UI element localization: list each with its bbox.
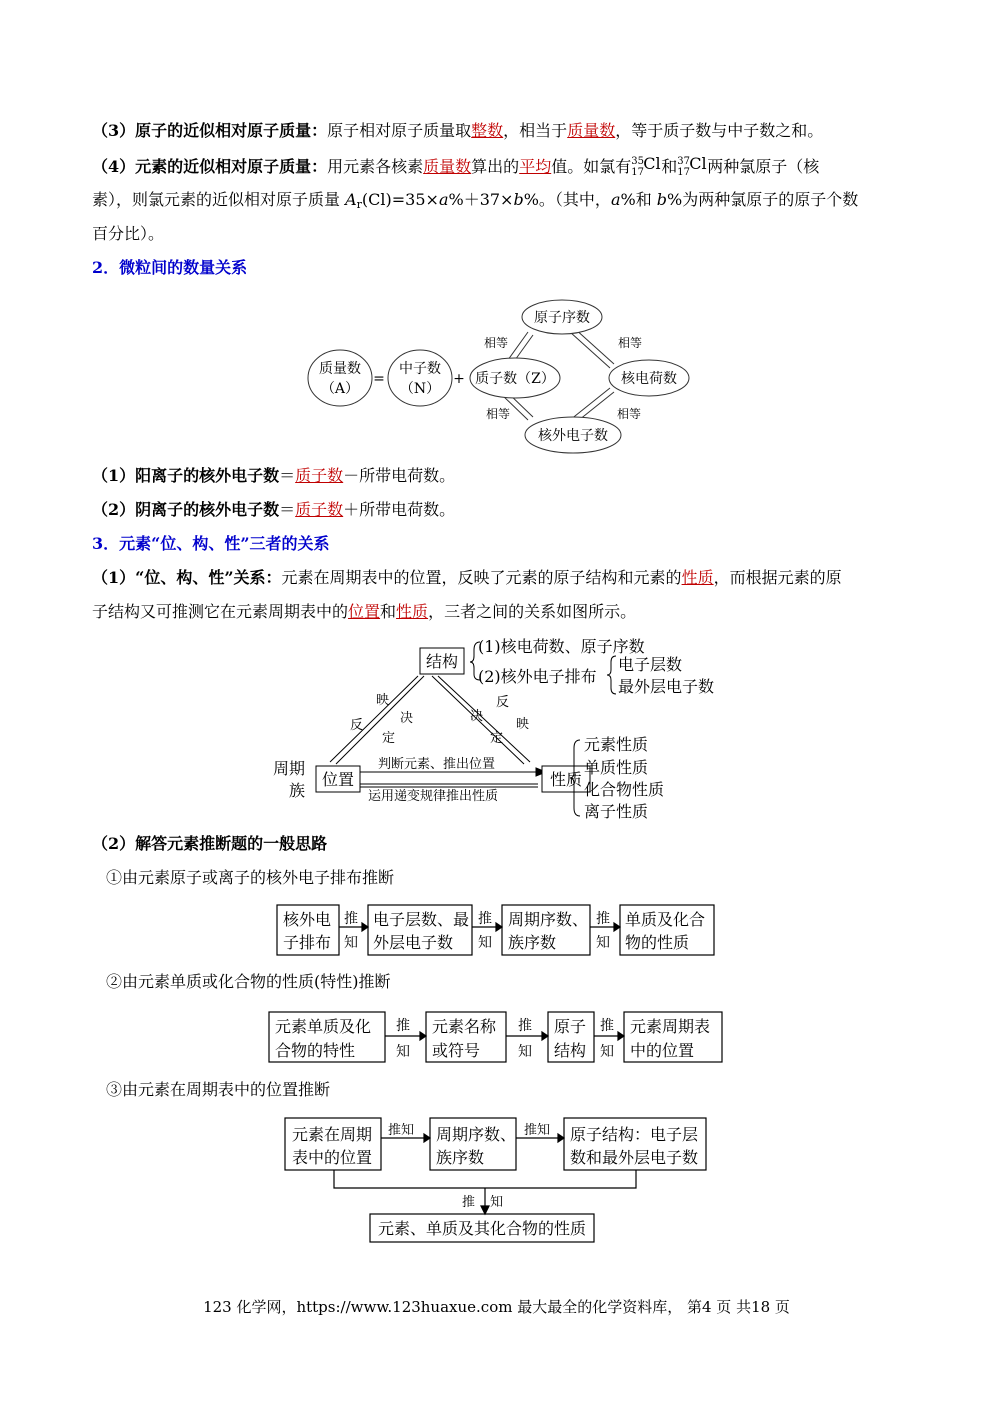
f2-b1-l1: 元素单质及化 — [275, 1017, 372, 1036]
relation-line1 — [92, 566, 842, 590]
cation-t1: ＝ — [279, 466, 296, 485]
item-4-t4: 和 — [661, 157, 678, 176]
f2-a2-t: 推 — [518, 1018, 532, 1034]
relation-u1: 性质 — [681, 568, 714, 587]
var-a2: a — [610, 190, 621, 209]
position-structure-property-diagram — [268, 632, 728, 824]
left-ding: 定 — [382, 731, 396, 746]
position-label: 位置 — [322, 770, 355, 789]
f2-b4-l2: 中的位置 — [630, 1041, 695, 1060]
period-label: 周期 — [273, 759, 306, 778]
item-4-t3: 值。如氯有 — [551, 157, 632, 176]
particle-relationship-diagram — [300, 296, 700, 456]
item-4-l2f: %。（其中， — [523, 190, 611, 209]
item-4-u1: 质量数 — [423, 157, 472, 176]
f2-b4-l1: 元素周期表 — [630, 1017, 711, 1036]
f1-a1-b: 知 — [344, 935, 358, 951]
f2-b2-l2: 或符号 — [432, 1041, 481, 1060]
relation-l2u1: 位置 — [348, 602, 381, 621]
left-fan: 反 — [350, 718, 364, 733]
f3-b4: 元素、单质及其化合物的性质 — [378, 1219, 587, 1238]
equal-tl: 相等 — [483, 336, 509, 350]
var-a: a — [438, 190, 449, 209]
eq-sign: = — [373, 371, 385, 387]
isotope-cl35: 35 17 Cl — [631, 154, 661, 178]
f3-b1-l1: 元素在周期 — [292, 1125, 373, 1144]
f1-a3-b: 知 — [596, 935, 610, 951]
relation-l2u2: 性质 — [396, 602, 429, 621]
isotope-cl37: 37 17 Cl — [677, 154, 707, 178]
flow2-title: ②由元素单质或化合物的性质(特性)推断 — [106, 972, 391, 991]
relation-l2c: ，三者之间的关系如图所示。 — [428, 602, 637, 621]
anion-t2: ＋所带电荷数。 — [343, 500, 456, 519]
right-ying: 映 — [516, 717, 530, 732]
f2-a3-b: 知 — [600, 1044, 614, 1060]
proton-label: 质子数（Z） — [475, 371, 555, 387]
relation-t1: 元素在周期表中的位置，反映了元素的原子结构和元素的 — [281, 568, 682, 587]
f3-a2: 推知 — [524, 1123, 551, 1138]
f1-a1-t: 推 — [344, 911, 358, 927]
prop-p1: 元素性质 — [584, 735, 649, 754]
f1-b2-l1: 电子层数、最 — [373, 910, 470, 929]
f3-b2-l1: 周期序数、 — [436, 1125, 517, 1144]
item-4-l2d: %＋37× — [448, 190, 514, 209]
item-3-u2: 质量数 — [567, 121, 616, 140]
right-fan: 反 — [496, 695, 510, 710]
flow1-diagram — [276, 903, 718, 959]
electrons-label: 核外电子数 — [538, 428, 608, 444]
f1-a2-b: 知 — [478, 935, 492, 951]
item-3-t2: ，相当于 — [503, 121, 568, 140]
cation-item — [92, 464, 455, 488]
prop-p4: 离子性质 — [584, 802, 649, 821]
arrow-top-label: 判断元素、推出位置 — [378, 757, 496, 772]
item-4-line3: 百分比）。 — [92, 224, 165, 243]
f1-b1-l2: 子排布 — [283, 933, 332, 952]
item-4-t5: 两种氯原子（核 — [707, 157, 820, 176]
f1-b2-l2: 外层电子数 — [373, 933, 454, 952]
relation-label: （1）“位、构、性”关系： — [92, 568, 282, 587]
struct-s2b: 最外层电子数 — [618, 677, 715, 696]
atomic-num-label: 原子序数 — [534, 310, 590, 326]
plus-sign: + — [453, 371, 465, 387]
left-ying: 映 — [376, 693, 390, 708]
neutron-number-ellipse — [388, 350, 452, 406]
item-3-u1: 整数 — [471, 121, 504, 140]
left-jue: 决 — [400, 711, 414, 726]
item-3 — [92, 119, 823, 143]
f3-a1: 推知 — [388, 1123, 415, 1138]
equal-bl: 相等 — [485, 407, 511, 421]
neutron-top: 中子数 — [399, 361, 441, 377]
relation-l2b: 和 — [380, 602, 397, 621]
f1-b3-l1: 周期序数、 — [508, 910, 589, 929]
f3-down-r: 知 — [490, 1195, 504, 1210]
f2-b3-l2: 结构 — [554, 1041, 587, 1060]
item-4-u2: 平均 — [519, 157, 552, 176]
struct-s2a: 电子层数 — [618, 655, 683, 674]
cation-label: （1）阳离子的核外电子数 — [92, 466, 280, 485]
f2-b1-l2: 合物的特性 — [275, 1041, 356, 1060]
right-ding: 定 — [490, 731, 504, 746]
f2-a3-t: 推 — [600, 1018, 614, 1034]
item-2-heading: （2）解答元素推断题的一般思路 — [92, 834, 328, 853]
nuclear-charge-label: 核电荷数 — [621, 371, 677, 387]
f3-b2-l2: 族序数 — [436, 1148, 485, 1167]
var-b2: b — [656, 190, 668, 209]
structure-label: 结构 — [426, 652, 459, 671]
item-3-t3: ，等于质子数与中子数之和。 — [615, 121, 824, 140]
prop-p2: 单质性质 — [584, 758, 649, 777]
item-4-l2j: %为两种氯原子的原子个数 — [667, 190, 859, 209]
item-4-t2: 算出的 — [471, 157, 520, 176]
neutron-bot: （N） — [399, 381, 441, 397]
f2-a2-b: 知 — [518, 1044, 532, 1060]
anion-label: （2）阴离子的核外电子数 — [92, 500, 280, 519]
f3-b3-l2: 数和最外层电子数 — [570, 1148, 699, 1167]
anion-t1: ＝ — [279, 500, 296, 519]
item-4-label: （4）元素的近似相对原子质量： — [92, 157, 328, 176]
heading-3: 3．元素“位、构、性”三者的关系 — [92, 534, 330, 553]
f1-a3-t: 推 — [596, 911, 610, 927]
struct-s2: (2)核外电子排布 — [478, 667, 597, 686]
flow2-diagram — [268, 1010, 726, 1066]
f2-a1-t: 推 — [396, 1018, 410, 1034]
arrow-bot-label: 运用递变规律推出性质 — [368, 789, 499, 804]
mass-bot: （A） — [320, 381, 360, 397]
heading-2: 2．微粒间的数量关系 — [92, 258, 248, 277]
item-4-l2h: %和 — [620, 190, 657, 209]
ar-symbol: A — [345, 190, 357, 209]
flow3-title: ③由元素在周期表中的位置推断 — [106, 1080, 331, 1099]
right-jue: 决 — [470, 709, 484, 724]
item-3-t1: 原子相对原子质量取 — [327, 121, 472, 140]
f1-b3-l2: 族序数 — [508, 933, 557, 952]
item-4-l2b: (Cl)=35× — [361, 190, 439, 209]
f3-down-l: 推 — [462, 1195, 476, 1210]
anion-u1: 质子数 — [295, 500, 344, 519]
flow3-diagram — [284, 1116, 710, 1246]
anion-item — [92, 498, 455, 522]
cation-u1: 质子数 — [295, 466, 344, 485]
item-4-l2a: 素），则氯元素的近似相对原子质量 — [92, 190, 346, 209]
mass-top: 质量数 — [319, 361, 361, 377]
item-4-line2 — [92, 188, 858, 217]
f2-b3-l1: 原子 — [554, 1017, 587, 1036]
page-footer: 123 化学网，https://www.123huaxue.com 最大最全的化学资料库， 第4 页 共18 页 — [203, 1298, 790, 1316]
f1-a2-t: 推 — [478, 911, 492, 927]
item-4-line1 — [92, 154, 819, 179]
var-b: b — [513, 190, 524, 209]
f1-b4-l1: 单质及化合 — [625, 910, 706, 929]
flow1-title: ①由元素原子或离子的核外电子排布推断 — [106, 868, 395, 887]
relation-line2 — [92, 600, 636, 624]
ar-sub: r — [356, 198, 362, 211]
group-label: 族 — [289, 781, 306, 800]
relation-l2a: 子结构又可推测它在元素周期表中的 — [92, 602, 349, 621]
f2-a1-b: 知 — [396, 1044, 410, 1060]
f2-b2-l1: 元素名称 — [432, 1017, 497, 1036]
prop-p3: 化合物性质 — [584, 780, 665, 799]
f1-b4-l2: 物的性质 — [625, 933, 690, 952]
item-3-label: （3）原子的近似相对原子质量： — [92, 121, 328, 140]
equal-br: 相等 — [616, 407, 642, 421]
cation-t2: －所带电荷数。 — [343, 466, 456, 485]
mass-number-ellipse — [308, 350, 372, 406]
struct-s1: (1)核电荷数、原子序数 — [478, 637, 645, 656]
f3-b3-l1: 原子结构：电子层 — [570, 1125, 699, 1144]
relation-t2: ，而根据元素的原 — [713, 568, 842, 587]
property-label: 性质 — [550, 770, 583, 789]
equal-tr: 相等 — [617, 336, 643, 350]
f1-b1-l1: 核外电 — [283, 910, 332, 929]
item-4-t1: 用元素各核素 — [327, 157, 424, 176]
f3-b1-l2: 表中的位置 — [292, 1148, 373, 1167]
